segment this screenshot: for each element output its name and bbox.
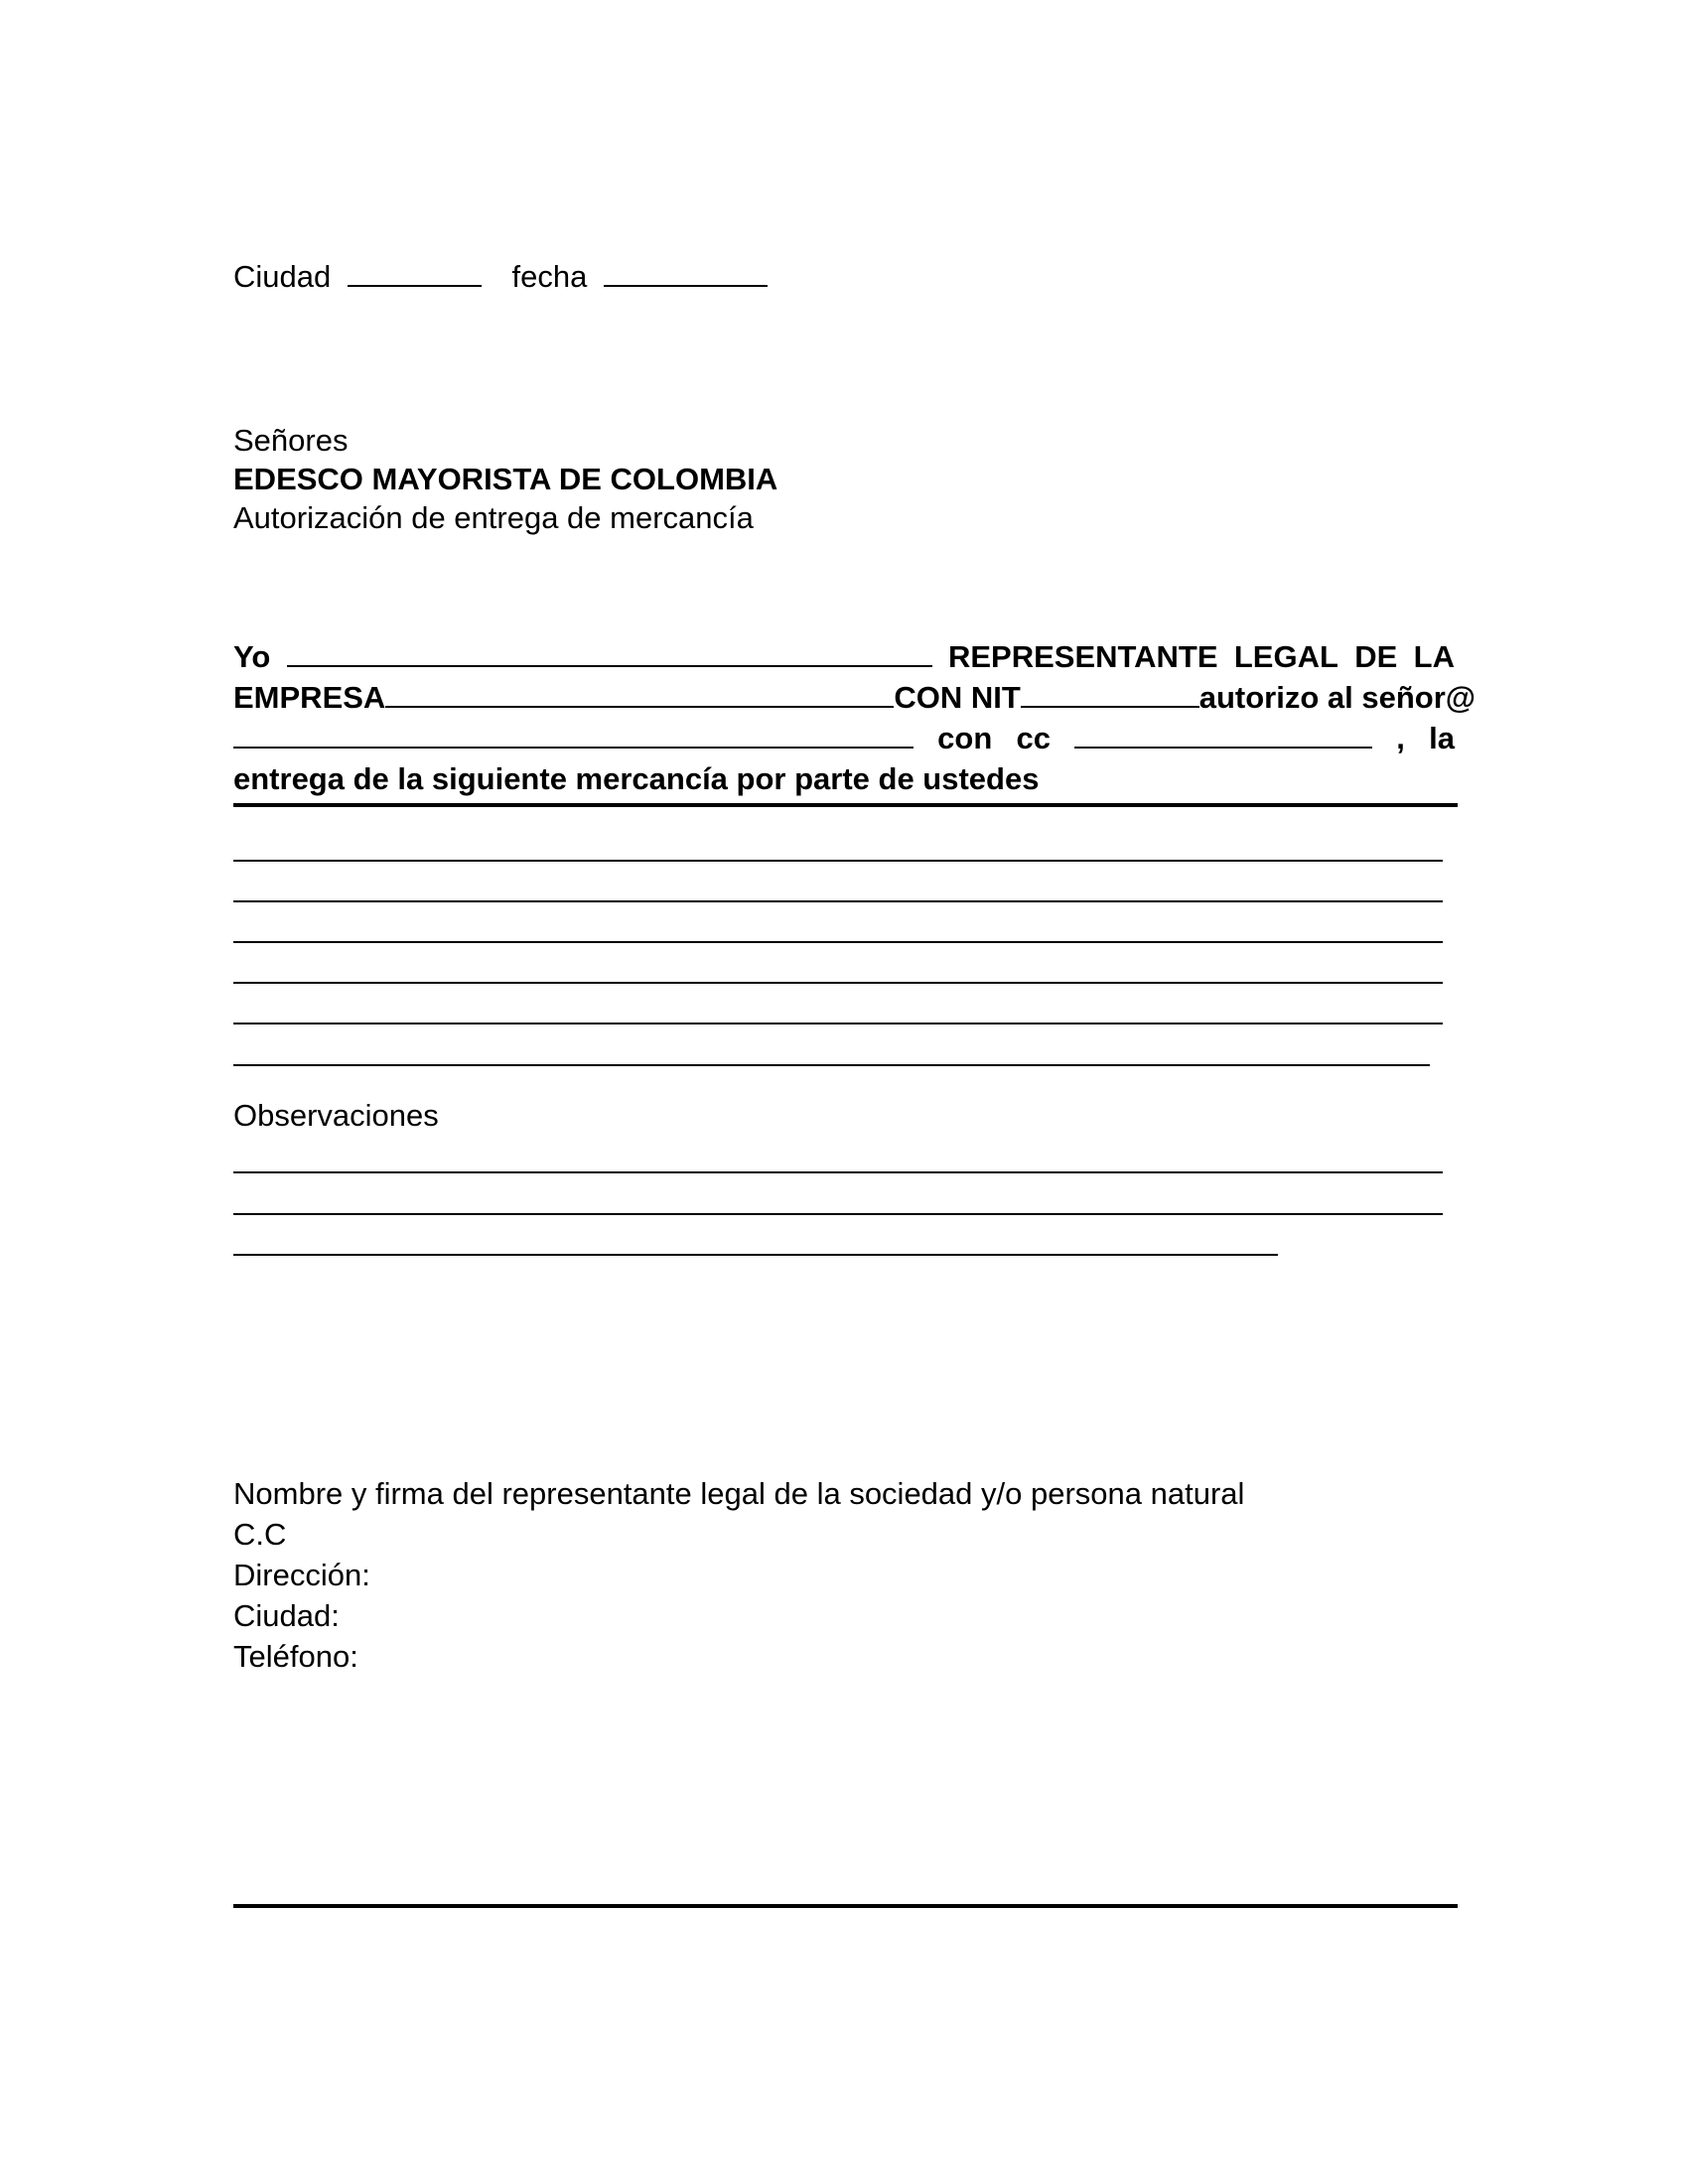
nit-blank[interactable]: [1021, 680, 1199, 708]
fecha-blank[interactable]: [604, 259, 768, 287]
merchandise-line[interactable]: [233, 941, 1443, 943]
yo-text: Yo: [233, 639, 271, 674]
body-line-1: [233, 638, 1455, 676]
legal-text: LEGAL: [1233, 639, 1338, 674]
body-line-4: entrega de la siguiente mercancía por parte de ustedes: [233, 761, 1040, 796]
body-line-3: [233, 720, 1455, 757]
merchandise-line[interactable]: [233, 1064, 1430, 1066]
cc-blank[interactable]: [1074, 721, 1372, 749]
name-blank[interactable]: [287, 639, 932, 667]
footer-rule: [233, 1904, 1458, 1908]
fecha-label: fecha: [511, 259, 588, 294]
signature-name-line: Nombre y firma del representante legal de la sociedad y/o persona natural: [233, 1476, 1245, 1511]
observaciones-line[interactable]: [233, 1254, 1278, 1256]
empresa-text: EMPRESA: [233, 680, 386, 715]
merchandise-line[interactable]: [233, 1023, 1443, 1024]
observaciones-line[interactable]: [233, 1171, 1443, 1173]
la-text: LA: [1413, 639, 1455, 674]
subject-line: Autorización de entrega de mercancía: [233, 500, 754, 535]
signature-ciudad: Ciudad:: [233, 1598, 340, 1633]
senor-blank[interactable]: [233, 721, 914, 749]
comma-text: ,: [1396, 721, 1405, 755]
con-nit-text: CON NIT: [894, 680, 1021, 715]
ciudad-blank[interactable]: [348, 259, 482, 287]
la-lower-text: la: [1429, 721, 1455, 755]
salutation: Señores: [233, 423, 349, 458]
merchandise-line[interactable]: [233, 860, 1443, 862]
ciudad-label: Ciudad: [233, 259, 332, 294]
section-rule-top: [233, 803, 1458, 807]
signature-cc: C.C: [233, 1517, 287, 1552]
city-date-line: [233, 258, 768, 296]
de-text: DE: [1354, 639, 1398, 674]
merchandise-line[interactable]: [233, 900, 1443, 902]
signature-telefono: Teléfono:: [233, 1639, 358, 1674]
signature-direccion: Dirección:: [233, 1558, 370, 1592]
cc-text: cc: [1016, 721, 1051, 755]
body-line-2: [233, 679, 1477, 717]
representante-text: REPRESENTANTE: [947, 639, 1218, 674]
company-name: EDESCO MAYORISTA DE COLOMBIA: [233, 462, 778, 496]
observaciones-line[interactable]: [233, 1213, 1443, 1215]
empresa-blank[interactable]: [385, 680, 894, 708]
merchandise-line[interactable]: [233, 982, 1443, 984]
observaciones-label: Observaciones: [233, 1098, 439, 1133]
autorizo-text: autorizo al señor@: [1198, 680, 1477, 715]
con-text: con: [937, 721, 993, 755]
